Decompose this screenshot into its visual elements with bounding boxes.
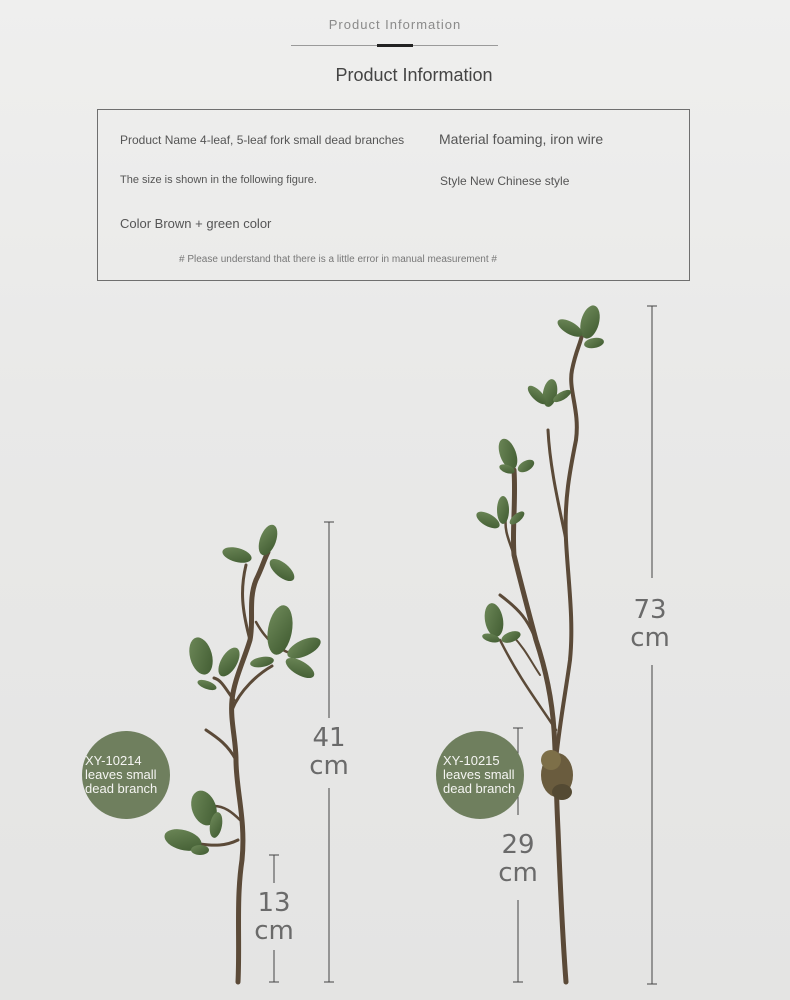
dimension-unit: cm [309, 751, 349, 781]
dimension-unit: cm [254, 916, 294, 946]
dimension-value: 73 [633, 595, 667, 625]
product-badge-xy-10214 [82, 731, 170, 819]
dimension-label-41cm [299, 724, 359, 780]
leaves-xy-10215 [474, 303, 605, 645]
top-label: Product Information [328, 17, 462, 32]
leaves-xy-10214 [162, 522, 324, 855]
measurement-note: # Please understand that there is a little error in manual measurement # [179, 254, 497, 265]
product-name-text: Product Name 4-leaf, 5-leaf fork small dead branches [120, 133, 405, 147]
dimension-value: 41 [312, 723, 346, 753]
badge-line-3: dead branch [85, 781, 158, 796]
page-title: Product Information [335, 65, 493, 85]
dimension-label-73cm [620, 596, 680, 652]
dimension-unit: cm [630, 623, 670, 653]
product-badge-xy-10215 [436, 731, 524, 819]
style-text: Style New Chinese style [440, 174, 570, 188]
material-text: Material foaming, iron wire [439, 131, 604, 147]
dimension-value: 29 [501, 830, 535, 860]
dimension-unit: cm [498, 858, 538, 888]
dimension-label-13cm [244, 889, 304, 945]
size-text: The size is shown in the following figure. [120, 174, 317, 186]
roots-xy-10215 [541, 750, 573, 800]
dimension-label-29cm [488, 831, 548, 887]
badge-model-number: XY-10214 [85, 753, 142, 768]
badge-line-2: leaves small [85, 767, 157, 782]
badge-line-2: leaves small [443, 767, 515, 782]
badge-model-number: XY-10215 [443, 753, 500, 768]
dimension-value: 13 [257, 888, 291, 918]
badge-line-3: dead branch [443, 781, 516, 796]
color-text: Color Brown + green color [120, 216, 272, 231]
